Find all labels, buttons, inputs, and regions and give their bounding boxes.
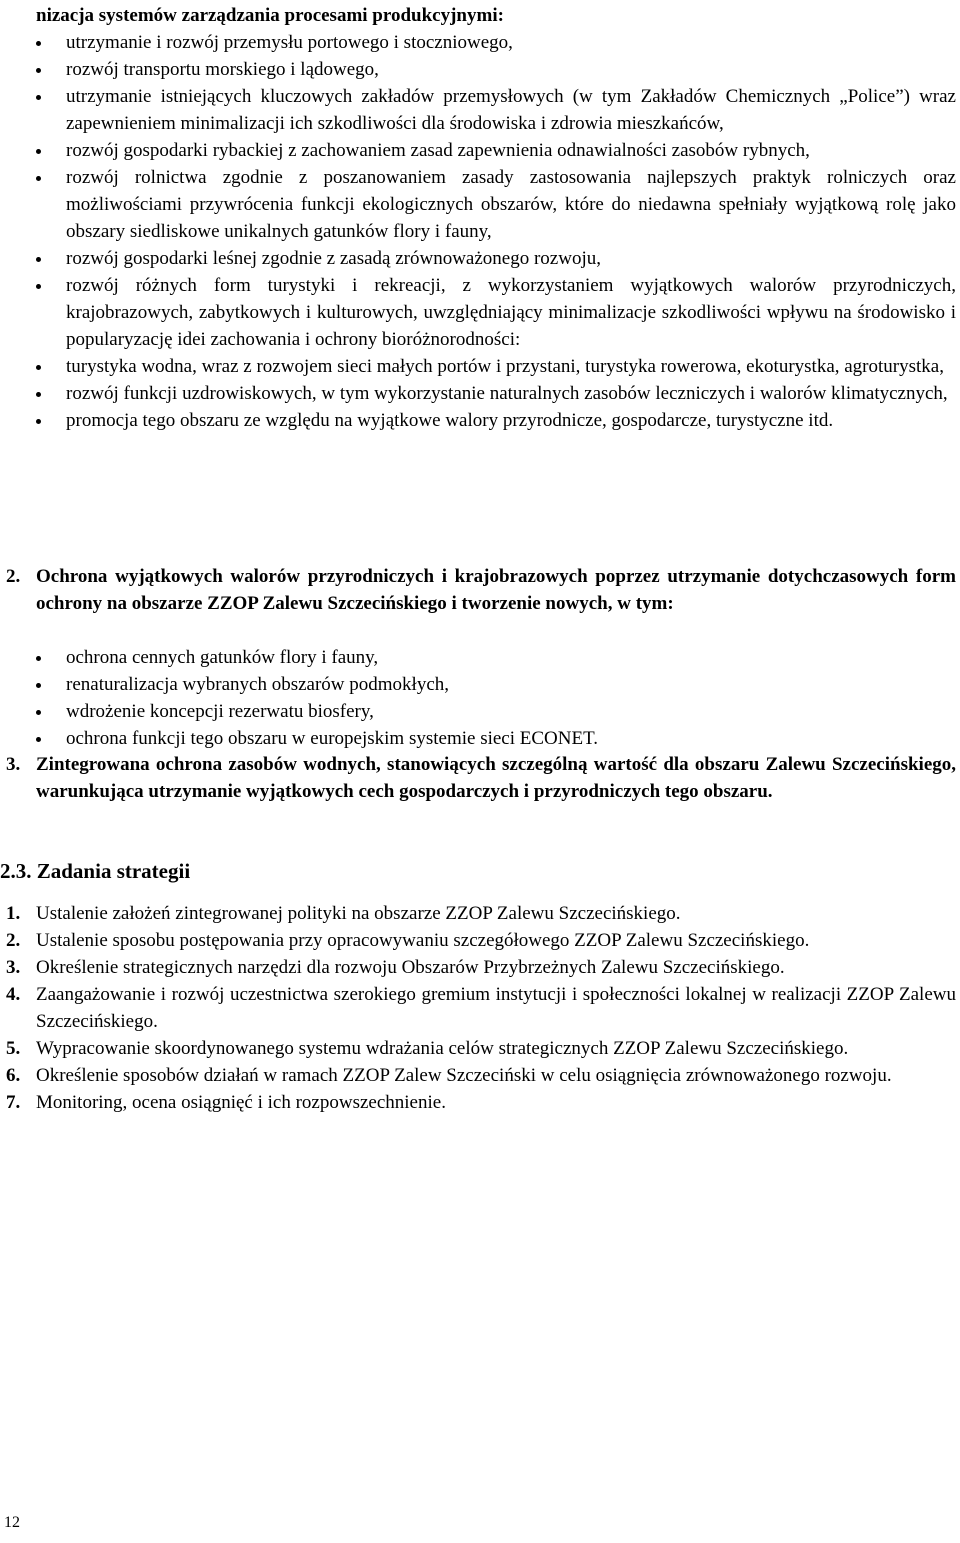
bullet-list-development (66, 29, 956, 434)
task-item (6, 1035, 956, 1062)
list-item: rozwój różnych form turystyki i rekreacji, z wykorzystaniem wyjątkowych walorów przyrodniczych, krajobrazowych, zabytkowych i kulturowych, uwzględniający minimalizacje szkodliwości wpływu na środowisko i popularyzację idei zachowania i ochrony bioróżnorodności: (66, 272, 956, 353)
list-item: rozwój gospodarki rybackiej z zachowaniem zasad zapewnienia odnawialności zasobów rybnych, (66, 137, 956, 164)
goal-text: Ochrona wyjątkowych walorów przyrodniczych i krajobrazowych poprzez utrzymanie dotychczasowych form ochrony na obszarze ZZOP Zalewu Szczecińskiego i tworzenie nowych, w tym: (36, 566, 956, 614)
section-heading: 2.3. Zadania strategii (0, 859, 191, 883)
task-number: 1. (6, 903, 21, 924)
list-item: promocja tego obszaru ze względu na wyjątkowe walory przyrodnicze, gospodarcze, turystyczne itd. (66, 407, 956, 434)
task-text: Wypracowanie skoordynowanego systemu wdrażania celów strategicznych ZZOP Zalewu Szczecińskiego. (36, 1038, 849, 1059)
task-number: 7. (6, 1092, 21, 1113)
task-item (6, 927, 956, 954)
list-item: renaturalizacja wybranych obszarów podmokłych, (66, 671, 956, 698)
goal-number: 3. (6, 754, 21, 775)
task-text: Ustalenie założeń zintegrowanej polityki na obszarze ZZOP Zalewu Szczecińskiego. (36, 903, 681, 924)
task-item (6, 1089, 956, 1116)
list-item: ochrona cennych gatunków flory i fauny, (66, 644, 956, 671)
task-text: Ustalenie sposobu postępowania przy opracowywaniu szczegółowego ZZOP Zalewu Szczecińskiego. (36, 930, 810, 951)
task-item (6, 1062, 956, 1089)
list-item: rozwój gospodarki leśnej zgodnie z zasadą zrównoważonego rozwoju, (66, 245, 956, 272)
bullet-list-protection (66, 644, 956, 752)
task-text: Monitoring, ocena osiągnięć i ich rozpowszechnienie. (36, 1092, 446, 1113)
task-number: 5. (6, 1038, 21, 1059)
task-item (6, 954, 956, 981)
list-item: utrzymanie istniejących kluczowych zakładów przemysłowych (w tym Zakładów Chemicznych „Police”) wraz zapewnieniem minimalizacji ich szkodliwości dla środowiska i zdrowia mieszkańców, (66, 83, 956, 137)
lead-line: nizacja systemów zarządzania procesami produkcyjnymi: (36, 5, 504, 26)
numbered-goal-2 (6, 563, 956, 617)
page-number: 12 (4, 1514, 20, 1531)
list-item: turystyka wodna, wraz z rozwojem sieci małych portów i przystani, turystyka rowerowa, ekoturystka, agroturystka, (66, 353, 956, 380)
list-item: rozwój funkcji uzdrowiskowych, w tym wykorzystanie naturalnych zasobów leczniczych i walorów klimatycznych, (66, 380, 956, 407)
list-item: ochrona funkcji tego obszaru w europejskim systemie sieci ECONET. (66, 725, 956, 752)
task-number: 6. (6, 1065, 21, 1086)
goal-number: 2. (6, 566, 21, 587)
task-number: 4. (6, 984, 21, 1005)
list-item: utrzymanie i rozwój przemysłu portowego i stoczniowego, (66, 29, 956, 56)
goal-text: Zintegrowana ochrona zasobów wodnych, stanowiących szczególną wartość dla obszaru Zalewu Szczecińskiego, warunkująca utrzymanie wyjątkowych cech gospodarczych i przyrodniczych tego obszaru. (36, 754, 956, 802)
task-number: 2. (6, 930, 21, 951)
list-item: rozwój transportu morskiego i lądowego, (66, 56, 956, 83)
task-text: Określenie strategicznych narzędzi dla rozwoju Obszarów Przybrzeżnych Zalewu Szczecińskiego. (36, 957, 785, 978)
list-item: wdrożenie koncepcji rezerwatu biosfery, (66, 698, 956, 725)
task-text: Określenie sposobów działań w ramach ZZOP Zalew Szczeciński w celu osiągnięcia zrównoważonego rozwoju. (36, 1065, 892, 1086)
numbered-goal-3 (6, 751, 956, 805)
task-text: Zaangażowanie i rozwój uczestnictwa szerokiego gremium instytucji i społeczności lokalnej w realizacji ZZOP Zalewu Szczecińskiego. (36, 984, 956, 1032)
task-item (6, 981, 956, 1035)
strategy-tasks-list (6, 900, 956, 1116)
task-number: 3. (6, 957, 21, 978)
task-item (6, 900, 956, 927)
list-item: rozwój rolnictwa zgodnie z poszanowaniem zasady zastosowania najlepszych praktyk rolniczych oraz możliwościami przywrócenia funkcji ekologicznych obszarów, które do niedawna spełniały wyjątkową rolę jako obszary siedliskowe unikalnych gatunków flory i fauny, (66, 164, 956, 245)
